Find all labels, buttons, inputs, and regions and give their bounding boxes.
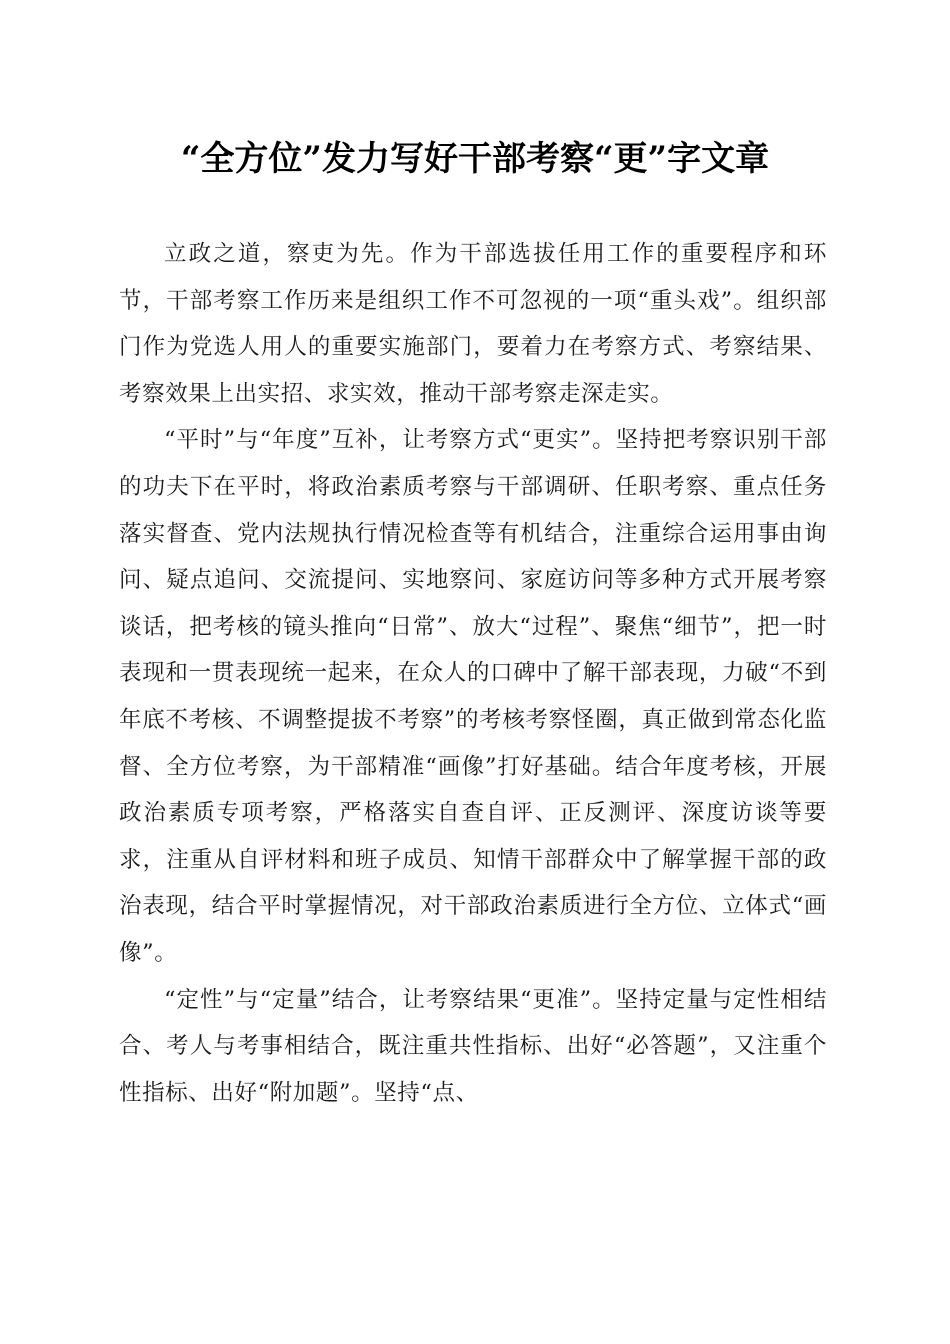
- document-body: [119, 231, 827, 1116]
- paragraph-intro: 立政之道，察吏为先。作为干部选拔任用工作的重要程序和环节，干部考察工作历来是组织工作不可忽视的一项“重头戏”。组织部门作为党选人用人的重要实施部门，要着力在考察方式、考察结果、考察效果上出实招、求实效，推动干部考察走深走实。: [119, 241, 827, 407]
- paragraph-assessment-method: “平时”与“年度”互补，让考察方式“更实”。坚持把考察识别干部的功夫下在平时，将政治素质考察与干部调研、任职考察、重点任务落实督查、党内法规执行情况检查等有机结合，注重综合运用事由询问、疑点追问、交流提问、实地察问、家庭访问等多种方式开展考察谈话，把考核的镜头推向“日常”、放大“过程”、聚焦“细节”，把一时表现和一贯表现统一起来，在众人的口碑中了解干部表现，力破“不到年底不考核、不调整提拔不考察”的考核考察怪圈，真正做到常态化监督、全方位考察，为干部精准“画像”打好基础。结合年度考核，开展政治素质专项考察，严格落实自查自评、正反测评、深度访谈等要求，注重从自评材料和班子成员、知情干部群众中了解掌握干部的政治表现，结合平时掌握情况，对干部政治素质进行全方位、立体式“画像”。: [119, 427, 827, 966]
- document-title: “全方位”发力写好干部考察“更”字文章: [180, 139, 770, 179]
- paragraph-assessment-result: “定性”与“定量”结合，让考察结果“更准”。坚持定量与定性相结合、考人与考事相结合，既注重共性指标、出好“必答题”，又注重个性指标、出好“附加题”。坚持“点、: [119, 986, 827, 1106]
